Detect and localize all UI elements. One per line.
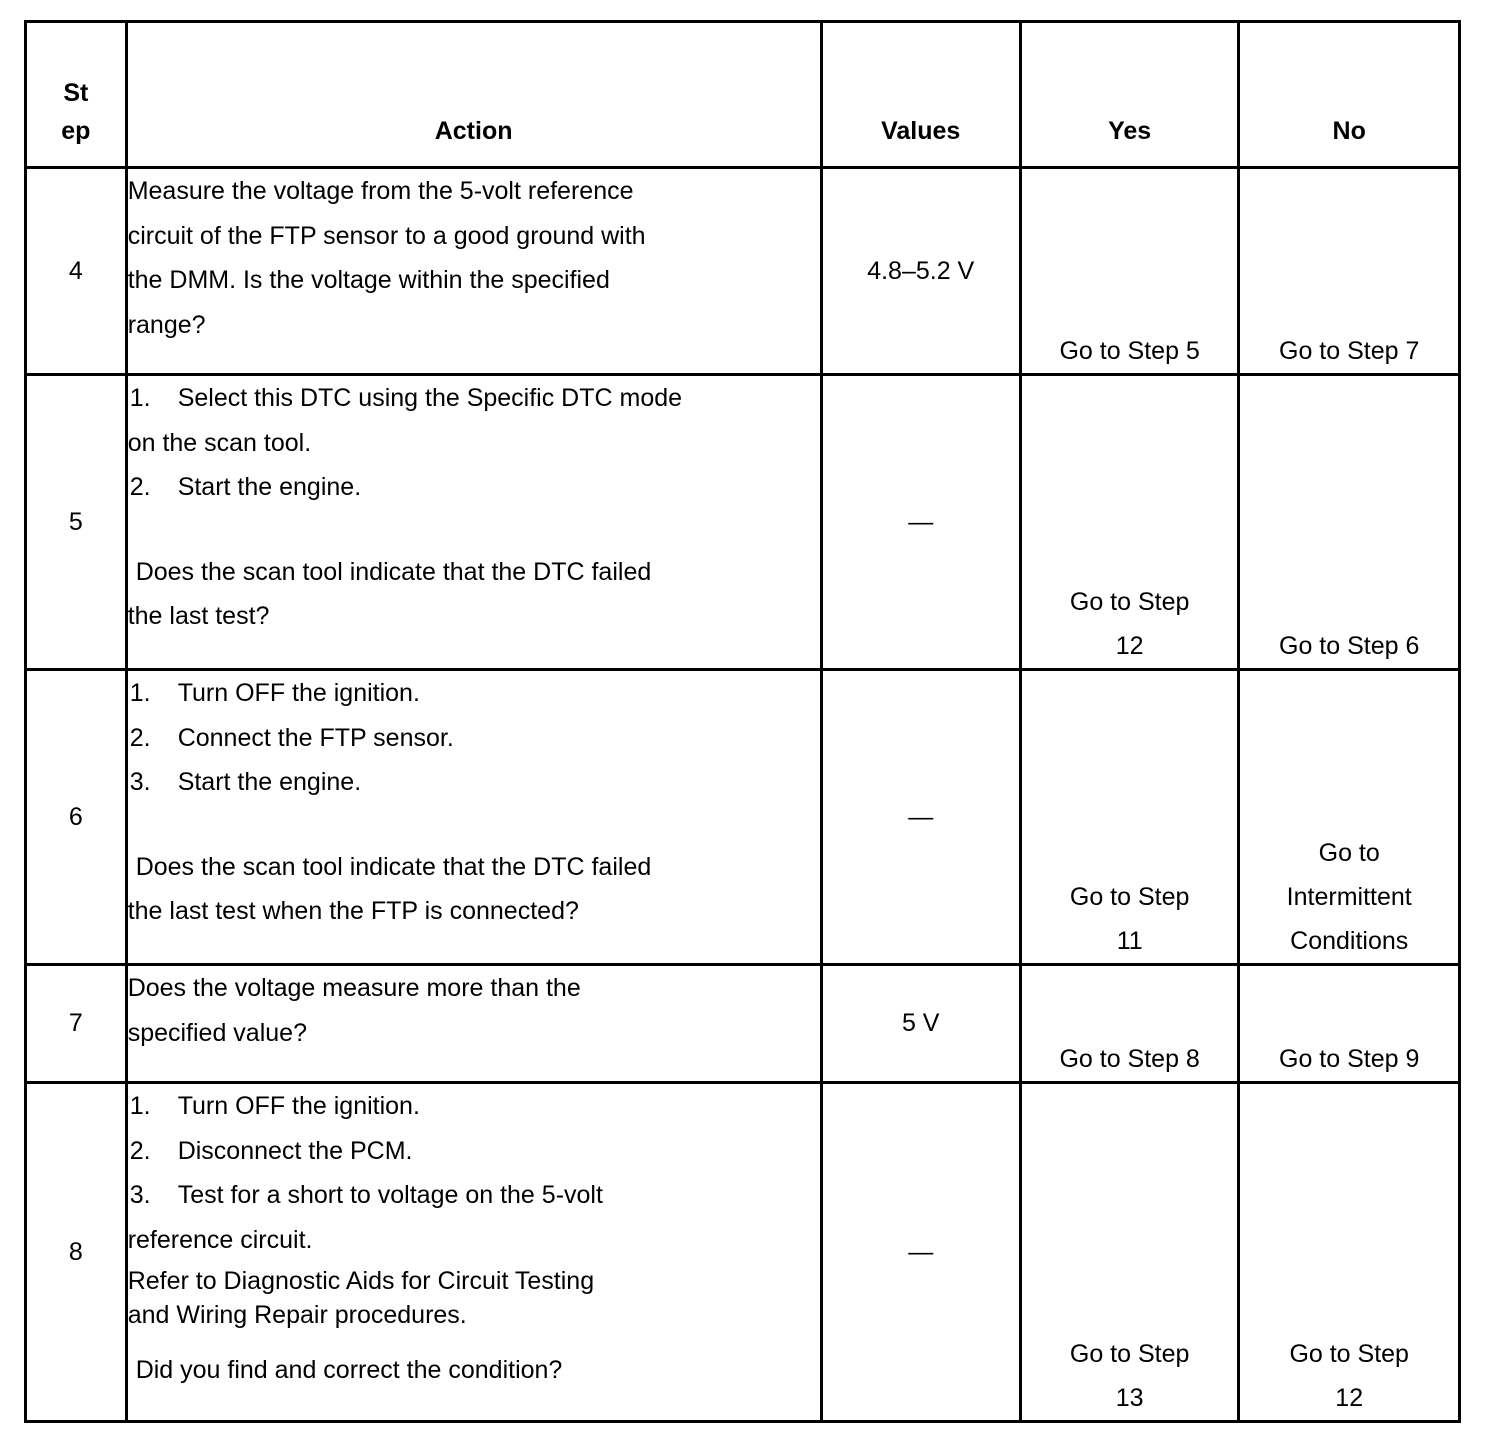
yes-cell: Go to Step 5: [1020, 168, 1239, 375]
no-cell: Go to Step 12: [1239, 1083, 1460, 1422]
no-cell: Go to Step 6: [1239, 375, 1460, 670]
yes-cell: Go to Step 13: [1020, 1083, 1239, 1422]
step-number: 6: [26, 670, 127, 965]
action-cell: 1. Select this DTC using the Specific DTC mode on the scan tool. 2. Start the engine. Does the scan tool indicate that the DTC failed the last test?: [126, 375, 821, 670]
question: Does the scan tool indicate that the DTC failed: [135, 557, 652, 586]
table-row: [26, 168, 1460, 375]
values-cell: —: [821, 375, 1020, 670]
question: Did you find and correct the condition?: [135, 1356, 563, 1384]
step-number: 4: [26, 168, 127, 375]
no-cell: Go to Intermittent Conditions: [1239, 670, 1460, 965]
header-row: [26, 22, 1460, 168]
header-step: St ep: [26, 22, 127, 168]
list-item: 1. Select this DTC using the Specific DTC mode: [129, 384, 683, 412]
table-row: [26, 1083, 1460, 1422]
header-values: Values: [821, 22, 1020, 168]
table-row: [26, 670, 1460, 965]
note: Refer to Diagnostic Aids for Circuit Testing and Wiring Repair procedures.: [127, 1267, 595, 1329]
list-item: 2. Start the engine.: [129, 473, 362, 501]
list-item: 3. Test for a short to voltage on the 5-volt: [129, 1181, 603, 1209]
action-cell: 1. Turn OFF the ignition. 2. Connect the FTP sensor. 3. Start the engine. Does the scan tool indicate that the DTC failed the last test when the FTP is connected?: [126, 670, 821, 965]
list-item: 2. Connect the FTP sensor.: [129, 723, 454, 752]
yes-cell: Go to Step 12: [1020, 375, 1239, 670]
values-cell: 5 V: [821, 965, 1020, 1083]
list-item: 1. Turn OFF the ignition.: [129, 1092, 420, 1120]
header-action: Action: [126, 22, 821, 168]
action-cell: Does the voltage measure more than the specified value?: [126, 965, 821, 1083]
list-item: 1. Turn OFF the ignition.: [129, 679, 420, 707]
header-no: No: [1239, 22, 1460, 168]
step-number: 7: [26, 965, 127, 1083]
step-number: 8: [26, 1083, 127, 1422]
values-cell: —: [821, 670, 1020, 965]
header-yes: Yes: [1020, 22, 1239, 168]
question: Does the scan tool indicate that the DTC failed: [135, 852, 652, 881]
diagnostic-table: [24, 20, 1461, 1423]
values-cell: —: [821, 1083, 1020, 1422]
list-item: 3. Start the engine.: [129, 768, 362, 796]
values-cell: 4.8–5.2 V: [821, 168, 1020, 375]
action-cell: Measure the voltage from the 5-volt reference circuit of the FTP sensor to a good ground with the DMM. Is the voltage within the specified range?: [126, 168, 821, 375]
action-cell: 1. Turn OFF the ignition. 2. Disconnect the PCM. 3. Test for a short to voltage on the 5-volt reference circuit. Refer to Diagnostic Aids for Circuit Testing and Wiring Repair procedures. Did you find and correct the condition?: [126, 1083, 821, 1422]
yes-cell: Go to Step 8: [1020, 965, 1239, 1083]
yes-cell: Go to Step 11: [1020, 670, 1239, 965]
step-number: 5: [26, 375, 127, 670]
table-row: [26, 965, 1460, 1083]
table-row: [26, 375, 1460, 670]
no-cell: Go to Step 7: [1239, 168, 1460, 375]
no-cell: Go to Step 9: [1239, 965, 1460, 1083]
list-item: 2. Disconnect the PCM.: [129, 1136, 413, 1165]
